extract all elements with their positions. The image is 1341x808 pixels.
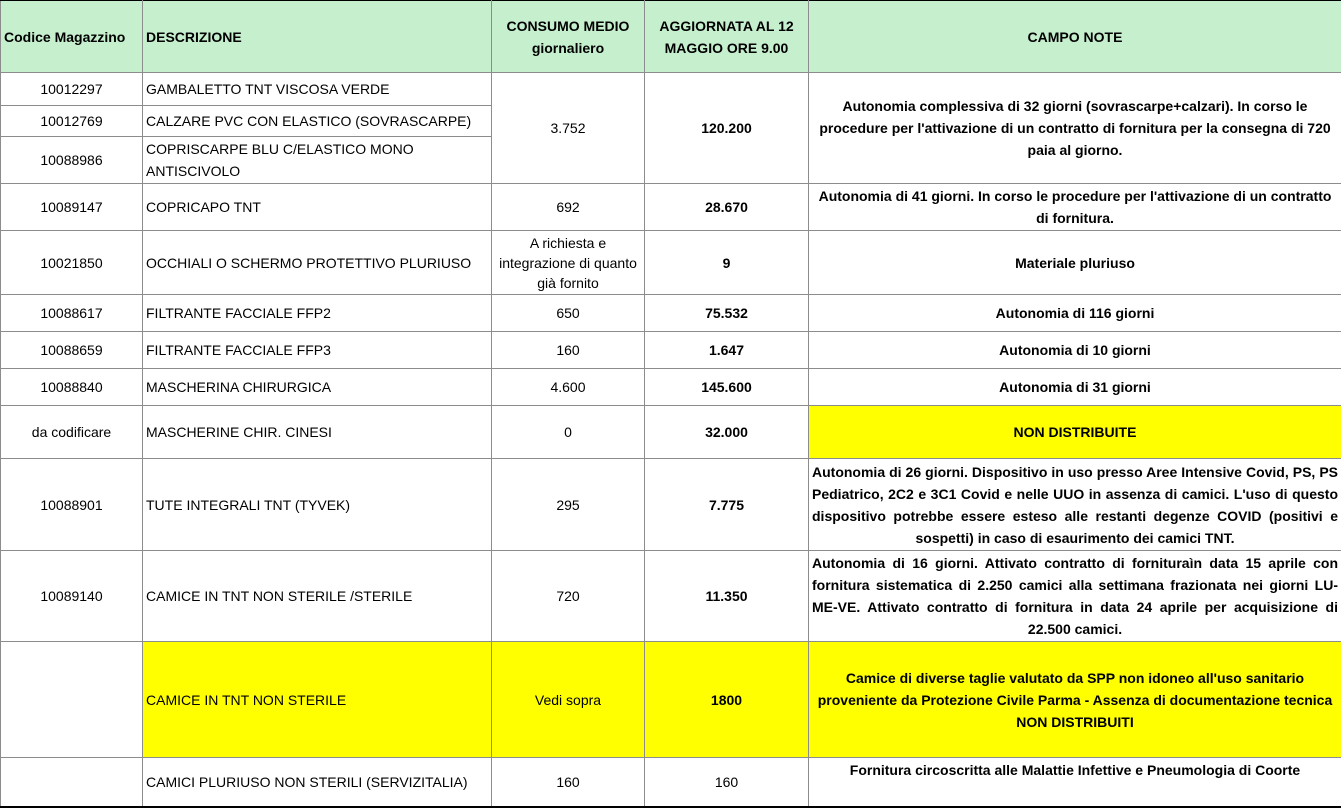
cell-description: COPRICAPO TNT [143, 184, 492, 231]
cell-consumption: 3.752 [492, 73, 645, 184]
cell-code: 10088617 [1, 295, 143, 332]
cell-stock: 9 [645, 231, 809, 295]
cell-code [1, 758, 143, 807]
header-notes: CAMPO NOTE [809, 1, 1341, 73]
cell-stock: 7.775 [645, 459, 809, 551]
cell-note: Autonomia di 116 giorni [809, 295, 1341, 332]
cell-note: Materiale pluriuso [809, 231, 1341, 295]
cell-code: 10088901 [1, 459, 143, 551]
cell-code: 10088986 [1, 137, 143, 184]
header-description: DESCRIZIONE [143, 1, 492, 73]
cell-consumption: 650 [492, 295, 645, 332]
cell-description: OCCHIALI O SCHERMO PROTETTIVO PLURIUSO [143, 231, 492, 295]
table-row [1, 184, 1341, 231]
cell-consumption: 160 [492, 332, 645, 369]
cell-note: Autonomia di 10 giorni [809, 332, 1341, 369]
cell-description: CAMICE IN TNT NON STERILE /STERILE [143, 551, 492, 642]
header-code: Codice Magazzino [1, 1, 143, 73]
cell-stock: 1.647 [645, 332, 809, 369]
cell-consumption: Vedi sopra [492, 642, 645, 758]
cell-description: CAMICE IN TNT NON STERILE [143, 642, 492, 758]
cell-consumption: 720 [492, 551, 645, 642]
cell-stock: 120.200 [645, 73, 809, 184]
cell-note: Autonomia di 31 giorni [809, 369, 1341, 406]
cell-description: MASCHERINA CHIRURGICA [143, 369, 492, 406]
cell-consumption: 4.600 [492, 369, 645, 406]
cell-stock: 75.532 [645, 295, 809, 332]
cell-code: 10012769 [1, 106, 143, 137]
cell-description: CAMICI PLURIUSO NON STERILI (SERVIZITALIA) [143, 758, 492, 807]
table-row [1, 406, 1341, 459]
cell-code: da codificare [1, 406, 143, 459]
cell-consumption: 692 [492, 184, 645, 231]
cell-consumption: A richiesta e integrazione di quanto già fornito [492, 231, 645, 295]
cell-code: 10089147 [1, 184, 143, 231]
table-row [1, 369, 1341, 406]
table-row [1, 295, 1341, 332]
cell-code [1, 642, 143, 758]
table-row [1, 73, 1341, 106]
table-row [1, 758, 1341, 807]
header-row [1, 1, 1341, 73]
cell-consumption: 160 [492, 758, 645, 807]
table-row [1, 332, 1341, 369]
cell-note: Autonomia di 16 giorni. Attivato contratto di fornituraìn data 15 aprile con fornitura sistematica di 2.250 camici alla settimana frazionata nei giorni LU-ME-VE. Attivato contratto di fornitura in data 24 aprile per acquisizione di 22.500 camici. [809, 551, 1341, 642]
cell-stock: 145.600 [645, 369, 809, 406]
cell-description: MASCHERINE CHIR. CINESI [143, 406, 492, 459]
cell-note: Camice di diverse taglie valutato da SPP non idoneo all'uso sanitario proveniente da Protezione Civile Parma - Assenza di documentazione tecnica NON DISTRIBUITI [809, 642, 1341, 758]
table-row [1, 551, 1341, 642]
cell-code: 10021850 [1, 231, 143, 295]
table-row [1, 459, 1341, 551]
cell-stock: 28.670 [645, 184, 809, 231]
cell-note: Autonomia di 41 giorni. In corso le procedure per l'attivazione di un contratto di fornitura. [809, 184, 1341, 231]
cell-note: Autonomia complessiva di 32 giorni (sovrascarpe+calzari). In corso le procedure per l'attivazione di un contratto di fornitura per la consegna di 720 paia al giorno. [809, 73, 1341, 184]
table-row [1, 231, 1341, 295]
cell-description: GAMBALETTO TNT VISCOSA VERDE [143, 73, 492, 106]
table-row [1, 642, 1341, 758]
cell-description: FILTRANTE FACCIALE FFP2 [143, 295, 492, 332]
cell-description: CALZARE PVC CON ELASTICO (SOVRASCARPE) [143, 106, 492, 137]
cell-description: FILTRANTE FACCIALE FFP3 [143, 332, 492, 369]
header-consumption: CONSUMO MEDIO giornaliero [492, 1, 645, 73]
cell-code: 10088840 [1, 369, 143, 406]
cell-consumption: 0 [492, 406, 645, 459]
cell-stock: 160 [645, 758, 809, 807]
cell-code: 10089140 [1, 551, 143, 642]
cell-description: COPRISCARPE BLU C/ELASTICO MONO ANTISCIVOLO [143, 137, 492, 184]
header-updated: AGGIORNATA AL 12 MAGGIO ORE 9.00 [645, 1, 809, 73]
cell-stock: 11.350 [645, 551, 809, 642]
cell-code: 10088659 [1, 332, 143, 369]
cell-note: Fornitura circoscritta alle Malattie Infettive e Pneumologia di Coorte [809, 758, 1341, 807]
cell-stock: 1800 [645, 642, 809, 758]
cell-note: Autonomia di 26 giorni. Dispositivo in uso presso Aree Intensive Covid, PS, PS Pediatrico, 2C2 e 3C1 Covid e nelle UUO in assenza di camici. L'uso di questo dispositivo potrebbe essere esteso alle restanti degenze COVID (positivi e sospetti) in caso di esaurimento dei camici TNT. [809, 459, 1341, 551]
cell-stock: 32.000 [645, 406, 809, 459]
cell-code: 10012297 [1, 73, 143, 106]
cell-consumption: 295 [492, 459, 645, 551]
cell-description: TUTE INTEGRALI TNT (TYVEK) [143, 459, 492, 551]
cell-note: NON DISTRIBUITE [809, 406, 1341, 459]
